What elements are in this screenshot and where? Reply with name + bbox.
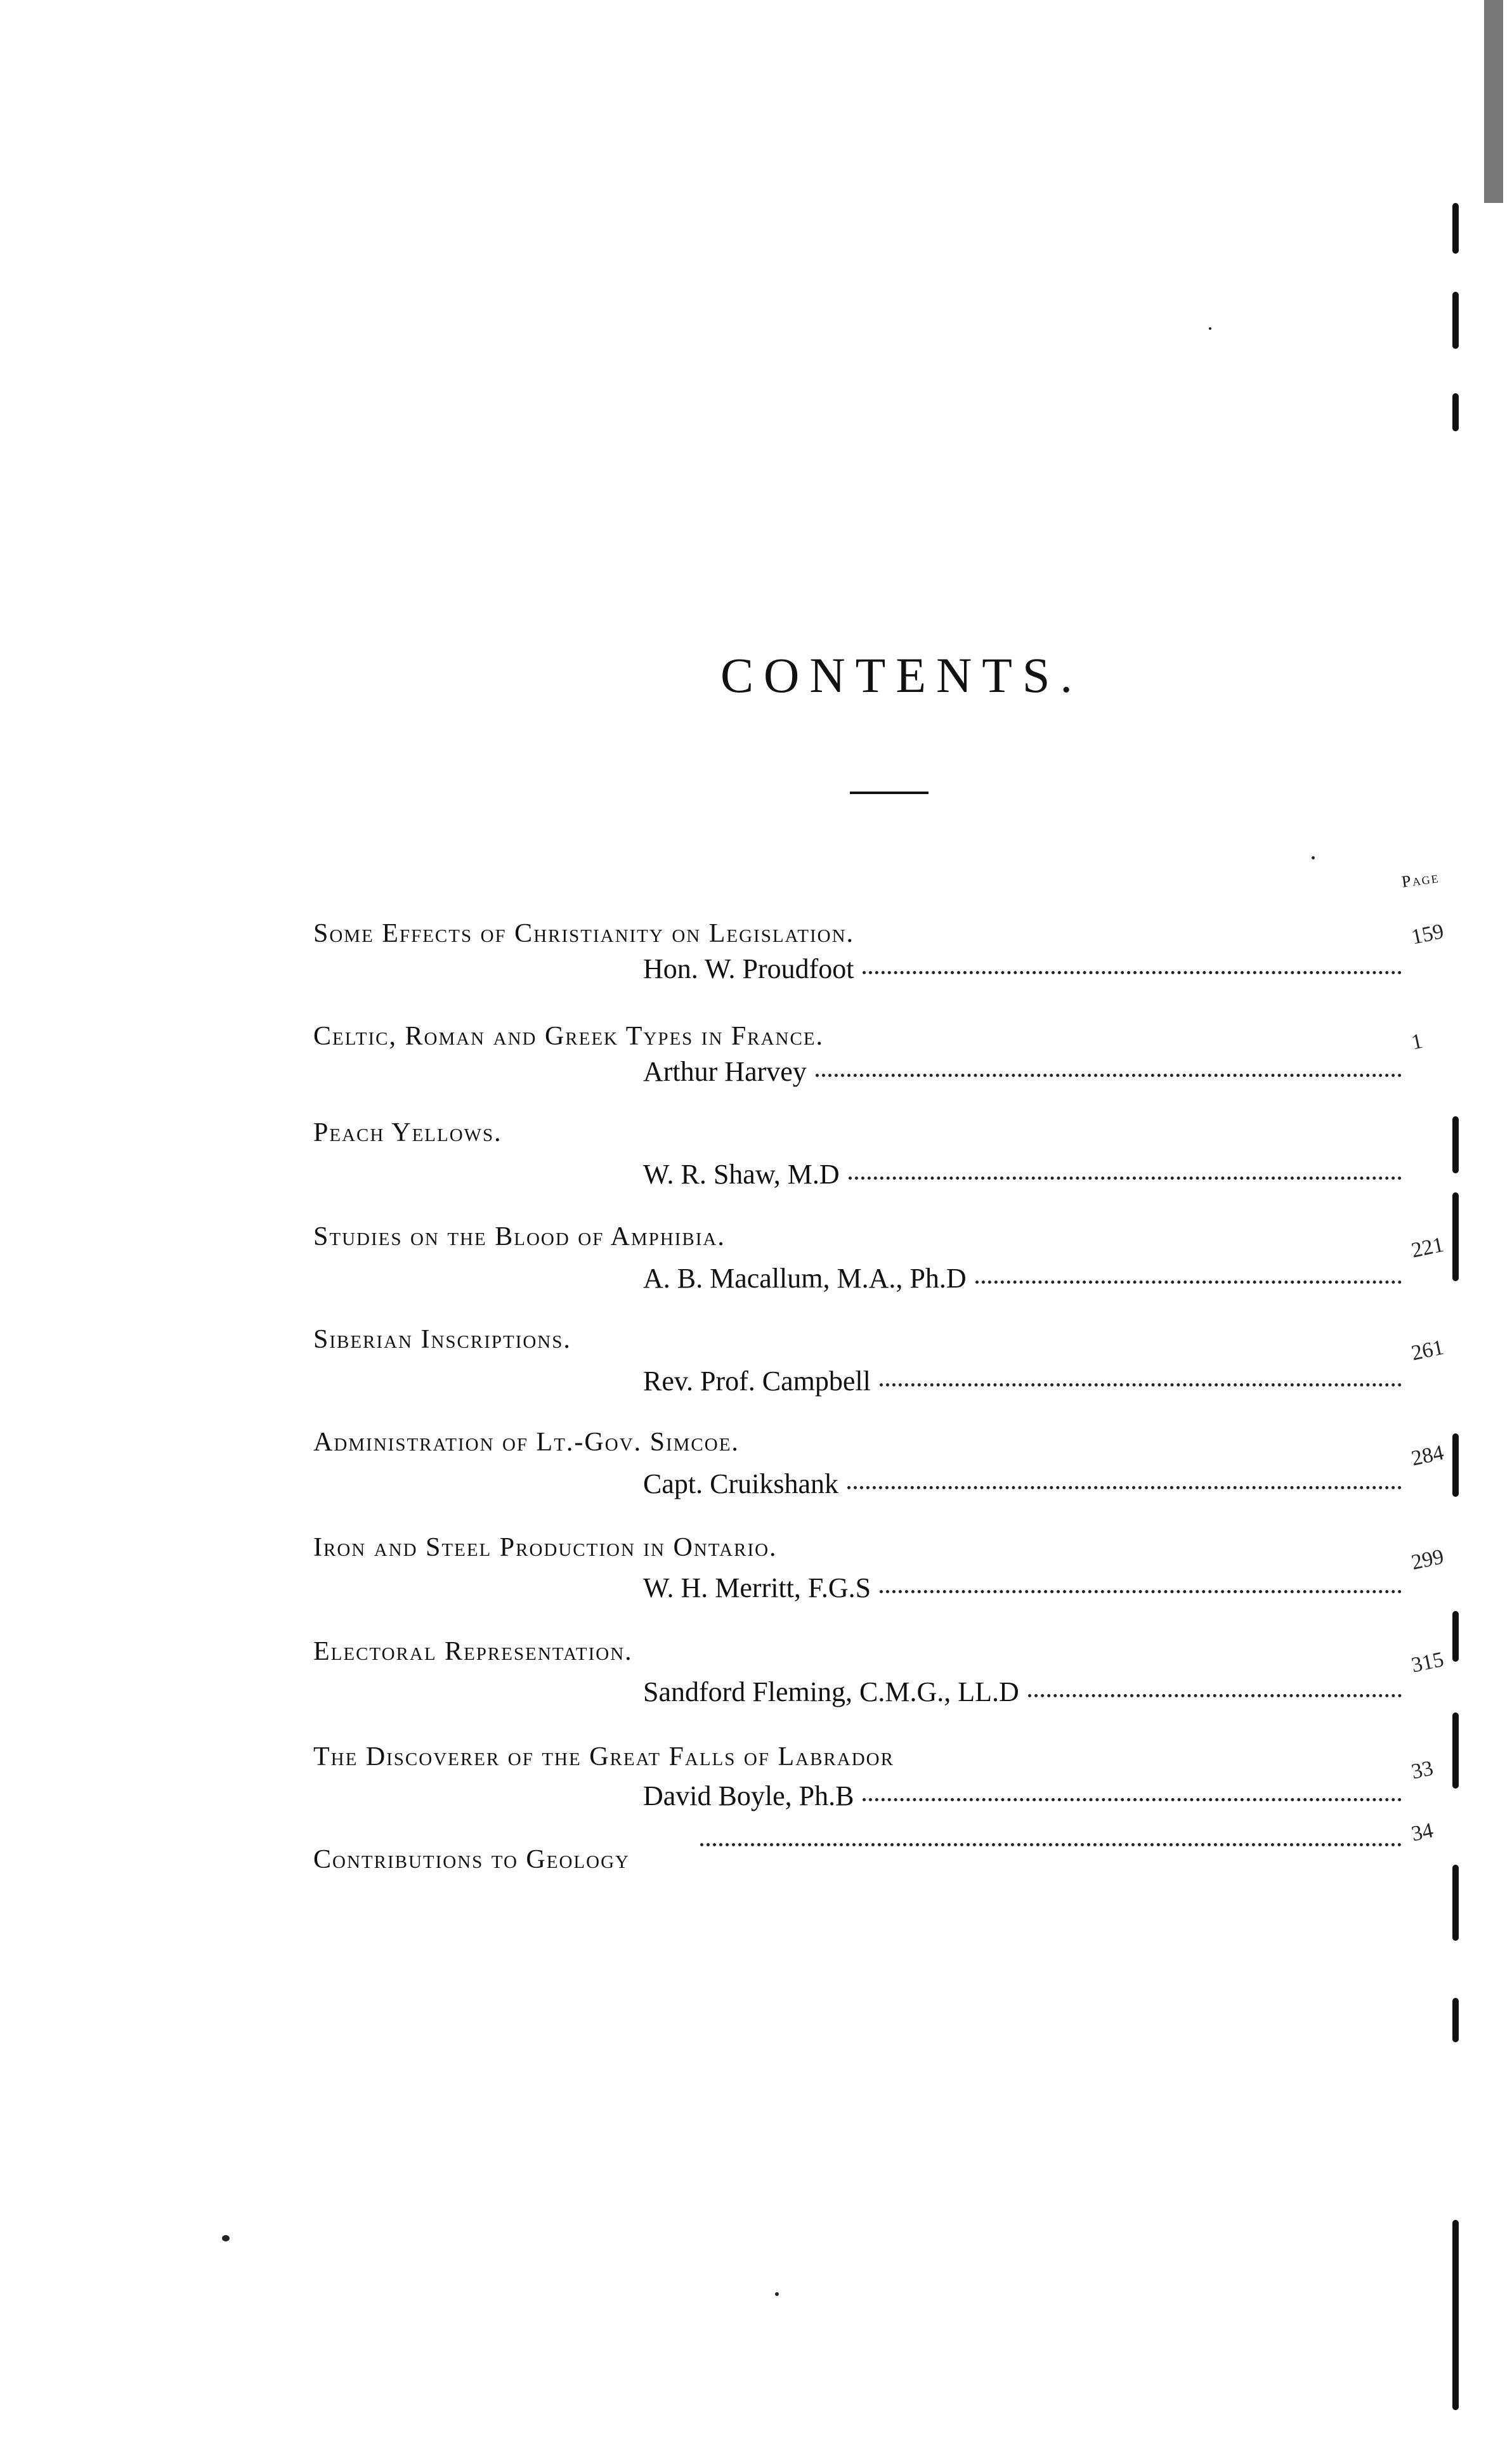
toc-entry-title: Some Effects of Christianity on Legislation. (313, 919, 855, 948)
leader-dots (863, 1798, 1402, 1801)
toc-entry-author: Hon. W. Proudfoot (643, 953, 854, 984)
toc-entry-line (643, 1055, 1402, 1088)
leader-dots (880, 1590, 1402, 1593)
leader-dots (849, 1177, 1402, 1180)
toc-entry-title: The Discoverer of the Great Falls of Labrador (313, 1742, 894, 1771)
page-column-label: Page (1400, 868, 1441, 892)
scan-edge-mark (1452, 203, 1459, 254)
scan-speck (1209, 327, 1211, 330)
scan-speck (1312, 856, 1315, 859)
scan-edge-mark (1452, 2220, 1459, 2410)
toc-entry-page: 33 (1409, 1756, 1435, 1784)
toc-entry-author: Capt. Cruikshank (643, 1468, 838, 1499)
scan-edge-mark (1452, 1433, 1459, 1497)
toc-entry-page: 159 (1409, 919, 1446, 949)
toc-entry-title: Iron and Steel Production in Ontario. (313, 1533, 778, 1562)
toc-entry-line (643, 1365, 1402, 1397)
leader-dots (847, 1486, 1402, 1489)
toc-entry-author: W. H. Merritt, F.G.S (643, 1572, 871, 1603)
toc-entry-title: Contributions to Geology (313, 1845, 630, 1874)
toc-entry-author: David Boyle, Ph.B (643, 1780, 854, 1811)
toc-entry-page: 1 (1409, 1029, 1425, 1055)
leader-dots (1028, 1694, 1402, 1697)
toc-entry-line (691, 1847, 1402, 1850)
scan-edge-mark (1452, 1865, 1459, 1941)
toc-entry-line (643, 1262, 1402, 1294)
toc-entry-author: Sandford Fleming, C.M.G., LL.D (643, 1676, 1019, 1707)
scan-edge-mark (1452, 1998, 1459, 2042)
toc-entry-page: 315 (1409, 1647, 1446, 1678)
scan-edge-mark (1452, 1712, 1459, 1789)
scan-edge-mark (1452, 292, 1459, 349)
toc-entry-author: W. R. Shaw, M.D (643, 1159, 840, 1190)
toc-entry-title: Peach Yellows. (313, 1118, 502, 1147)
scan-edge-mark (1452, 1192, 1459, 1281)
toc-entry-author: A. B. Macallum, M.A., Ph.D (643, 1263, 967, 1294)
toc-entry-page: 221 (1409, 1232, 1446, 1263)
toc-entry-page: 284 (1409, 1440, 1446, 1471)
leader-dots (863, 971, 1402, 974)
toc-entry-line (643, 1572, 1402, 1604)
scan-speck (775, 2292, 779, 2296)
toc-entry-page: 34 (1409, 1818, 1435, 1846)
leader-dots (816, 1074, 1402, 1077)
leader-dots (700, 1843, 1402, 1846)
toc-entry-page: 261 (1409, 1335, 1446, 1366)
toc-entry-title: Siberian Inscriptions. (313, 1325, 571, 1354)
toc-entry-line (643, 1780, 1402, 1812)
toc-entry-page: 299 (1409, 1544, 1446, 1575)
toc-entry-line (643, 1676, 1402, 1708)
toc-entry-title: Administration of Lt.-Gov. Simcoe. (313, 1428, 740, 1457)
leader-dots (975, 1281, 1402, 1284)
toc-entry-line (643, 1468, 1402, 1500)
toc-entry-line (643, 1158, 1402, 1190)
scan-edge-mark (1452, 1611, 1459, 1662)
scan-edge-mark (1452, 1116, 1459, 1173)
toc-entry-title: Studies on the Blood of Amphibia. (313, 1222, 726, 1251)
toc-entry-line (643, 953, 1402, 985)
toc-entry-author: Arthur Harvey (643, 1056, 807, 1087)
toc-entry-title: Celtic, Roman and Greek Types in France. (313, 1022, 824, 1051)
scan-edge-mark (1452, 393, 1459, 431)
scan-edge-shadow (1484, 0, 1503, 203)
toc-entry-author: Rev. Prof. Campbell (643, 1366, 871, 1397)
page-title: CONTENTS. (720, 648, 1083, 703)
leader-dots (880, 1383, 1402, 1386)
toc-entry-title: Electoral Representation. (313, 1637, 633, 1666)
scan-speck (222, 2235, 230, 2241)
